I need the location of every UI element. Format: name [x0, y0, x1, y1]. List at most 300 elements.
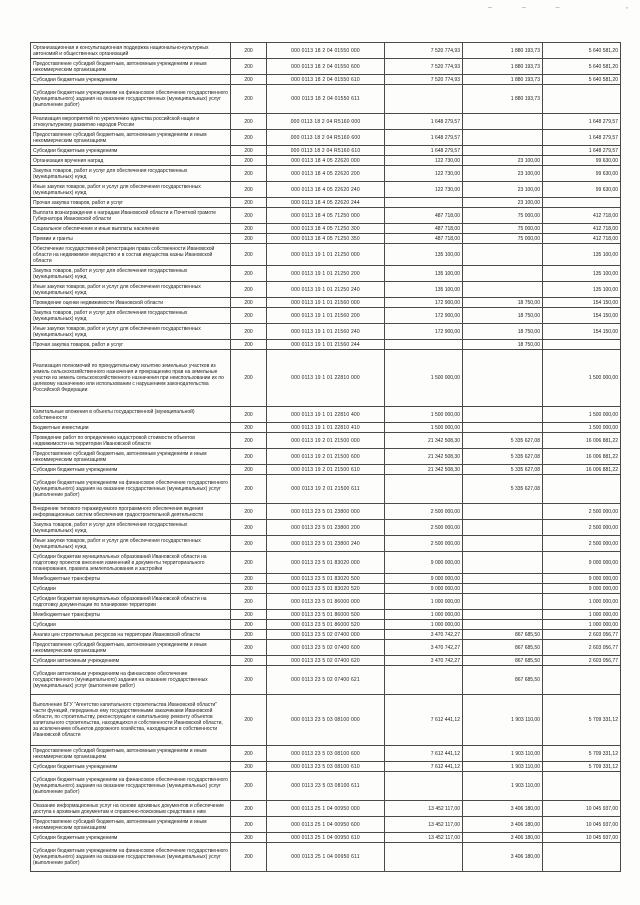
executed-amount-cell [463, 266, 543, 282]
table-row [31, 282, 621, 298]
approved-amount-cell: 1 648 279,57 [385, 146, 463, 156]
budget-classification-code-cell: 000 0113 25 1 04 00950 600 [267, 817, 385, 833]
approved-amount-cell: 7 520 774,93 [385, 43, 463, 59]
unexecuted-amount-cell: 16 006 881,22 [543, 449, 621, 465]
table-row [31, 433, 621, 449]
approved-amount-cell: 13 452 117,00 [385, 801, 463, 817]
budget-classification-code-cell: 000 0113 23 5 02 07400 621 [267, 666, 385, 695]
budget-classification-code-cell: 000 0113 19 1 01 21250 240 [267, 282, 385, 298]
unexecuted-amount-cell: 9 000 000,00 [543, 584, 621, 594]
executed-amount-cell: 1 880 193,73 [463, 59, 543, 75]
unexecuted-amount-cell: 10 045 937,00 [543, 817, 621, 833]
budget-classification-code-cell: 000 0113 23 5 02 07400 620 [267, 656, 385, 666]
measure-code-cell: 200 [231, 746, 267, 762]
unexecuted-amount-cell: 99 630,00 [543, 166, 621, 182]
approved-amount-cell: 9 000 000,00 [385, 584, 463, 594]
executed-amount-cell: 5 335 627,08 [463, 433, 543, 449]
table-row [31, 298, 621, 308]
budget-classification-code-cell: 000 0113 18 2 04 R5160 610 [267, 146, 385, 156]
executed-amount-cell: 1 903 110,00 [463, 695, 543, 746]
measure-code-cell: 200 [231, 433, 267, 449]
unexecuted-amount-cell: 2 603 056,77 [543, 630, 621, 640]
budget-classification-code-cell: 000 0113 18 2 04 R5160 000 [267, 114, 385, 130]
approved-amount-cell [385, 340, 463, 350]
table-row [31, 620, 621, 630]
measure-code-cell: 200 [231, 244, 267, 266]
executed-amount-cell: 75 000,00 [463, 208, 543, 224]
executed-amount-cell: 867 685,50 [463, 630, 543, 640]
expense-name-cell: Субсидии автономным учреждениям [31, 656, 231, 666]
expense-name-cell: Проведение оценки недвижимости Ивановской области [31, 298, 231, 308]
budget-classification-code-cell: 000 0113 18 2 04 R5160 600 [267, 130, 385, 146]
executed-amount-cell [463, 574, 543, 584]
approved-amount-cell [385, 198, 463, 208]
unexecuted-amount-cell: 2 603 056,77 [543, 640, 621, 656]
measure-code-cell: 200 [231, 520, 267, 536]
table-row [31, 475, 621, 504]
measure-code-cell: 200 [231, 536, 267, 552]
budget-classification-code-cell: 000 0113 19 1 01 21250 200 [267, 266, 385, 282]
table-row [31, 465, 621, 475]
approved-amount-cell: 1 648 279,57 [385, 130, 463, 146]
table-row [31, 817, 621, 833]
approved-amount-cell: 1 000 000,00 [385, 594, 463, 610]
table-row [31, 695, 621, 746]
executed-amount-cell: 867 685,50 [463, 666, 543, 695]
executed-amount-cell: 1 903 110,00 [463, 746, 543, 762]
measure-code-cell: 200 [231, 574, 267, 584]
table-row [31, 208, 621, 224]
expense-name-cell: Субсидии бюджетным учреждениям [31, 833, 231, 843]
approved-amount-cell: 7 612 441,12 [385, 746, 463, 762]
table-row [31, 504, 621, 520]
unexecuted-amount-cell: 135 100,00 [543, 244, 621, 266]
approved-amount-cell: 487 718,00 [385, 234, 463, 244]
unexecuted-amount-cell: 412 718,00 [543, 208, 621, 224]
approved-amount-cell: 172 900,00 [385, 308, 463, 324]
table-row [31, 156, 621, 166]
approved-amount-cell: 135 100,00 [385, 266, 463, 282]
expense-name-cell: Внедрение типового тиражируемого программного обеспечения ведения информационных систем обеспечения градостроительной деятельности [31, 504, 231, 520]
unexecuted-amount-cell: 135 100,00 [543, 266, 621, 282]
executed-amount-cell [463, 620, 543, 630]
budget-classification-code-cell: 000 0113 23 5 01 86000 000 [267, 594, 385, 610]
expense-name-cell: Межбюджетные трансферты [31, 574, 231, 584]
table-row [31, 198, 621, 208]
expense-name-cell: Проведение работ по определению кадастровой стоимости объектов недвижимости на территории Ивановской области [31, 433, 231, 449]
approved-amount-cell: 2 500 000,00 [385, 536, 463, 552]
executed-amount-cell [463, 407, 543, 423]
approved-amount-cell: 1 000 000,00 [385, 620, 463, 630]
approved-amount-cell: 172 900,00 [385, 298, 463, 308]
expense-name-cell: Организационная и консультационная поддержка национально-культурных автономий и общественных организаций [31, 43, 231, 59]
table-row [31, 594, 621, 610]
executed-amount-cell: 867 685,50 [463, 656, 543, 666]
measure-code-cell: 200 [231, 114, 267, 130]
budget-classification-code-cell: 000 0113 18 4 05 22620 200 [267, 166, 385, 182]
approved-amount-cell: 2 500 000,00 [385, 520, 463, 536]
expense-name-cell: Реализация полномочий по принудительному изъятию земельных участков из земель сельскохозяйственного назначения и прекращению прав на земельные участки из земель сельскохозяйственного назначения при неиспользовании их по целевому назначению или использовании с нарушением законодательства Российской Федерации [31, 350, 231, 407]
expense-name-cell: Закупка товаров, работ и услуг для обеспечения государственных (муниципальных) нужд [31, 266, 231, 282]
expense-name-cell: Предоставление субсидий бюджетным, автономным учреждениям и иным некоммерческим организациям [31, 449, 231, 465]
expense-name-cell: Субсидии [31, 620, 231, 630]
executed-amount-cell: 5 335 627,08 [463, 449, 543, 465]
table-row [31, 350, 621, 407]
budget-classification-code-cell: 000 0113 23 5 01 86000 520 [267, 620, 385, 630]
unexecuted-amount-cell: 9 000 000,00 [543, 574, 621, 584]
approved-amount-cell: 487 718,00 [385, 224, 463, 234]
unexecuted-amount-cell [543, 198, 621, 208]
measure-code-cell: 200 [231, 817, 267, 833]
measure-code-cell: 200 [231, 340, 267, 350]
expense-name-cell: Капитальные вложения в объекты государственной (муниципальной) собственности [31, 407, 231, 423]
budget-classification-code-cell: 000 0113 19 2 01 21500 611 [267, 475, 385, 504]
executed-amount-cell: 1 903 110,00 [463, 772, 543, 801]
measure-code-cell: 200 [231, 266, 267, 282]
unexecuted-amount-cell: 412 718,00 [543, 234, 621, 244]
unexecuted-amount-cell: 99 630,00 [543, 182, 621, 198]
unexecuted-amount-cell: 16 006 881,22 [543, 433, 621, 449]
budget-classification-code-cell: 000 0113 18 4 05 71250 000 [267, 208, 385, 224]
unexecuted-amount-cell: 2 603 056,77 [543, 656, 621, 666]
unexecuted-amount-cell: 1 500 000,00 [543, 407, 621, 423]
approved-amount-cell: 122 730,00 [385, 166, 463, 182]
measure-code-cell: 200 [231, 75, 267, 85]
approved-amount-cell: 9 000 000,00 [385, 552, 463, 574]
budget-classification-code-cell: 000 0113 18 4 05 22620 000 [267, 156, 385, 166]
table-row [31, 640, 621, 656]
budget-classification-code-cell: 000 0113 23 5 01 83020 000 [267, 552, 385, 574]
approved-amount-cell: 135 100,00 [385, 244, 463, 266]
budget-classification-code-cell: 000 0113 19 1 01 21560 200 [267, 308, 385, 324]
budget-classification-code-cell: 000 0113 25 1 04 00950 611 [267, 843, 385, 872]
approved-amount-cell: 3 470 742,27 [385, 656, 463, 666]
measure-code-cell: 200 [231, 130, 267, 146]
approved-amount-cell: 3 470 742,27 [385, 630, 463, 640]
executed-amount-cell: 3 406 180,00 [463, 817, 543, 833]
expense-name-cell: Субсидии бюджетам муниципальных образований Ивановской области на подготовку проектов внесения изменений в документы территориального планирования, правила землепользования и застройки [31, 552, 231, 574]
measure-code-cell: 200 [231, 801, 267, 817]
budget-classification-code-cell: 000 0113 23 5 01 83020 520 [267, 584, 385, 594]
approved-amount-cell: 9 000 000,00 [385, 574, 463, 584]
approved-amount-cell: 13 452 117,00 [385, 817, 463, 833]
expense-name-cell: Бюджетные инвестиции [31, 423, 231, 433]
budget-classification-code-cell: 000 0113 23 5 01 83020 500 [267, 574, 385, 584]
measure-code-cell: 200 [231, 630, 267, 640]
measure-code-cell: 200 [231, 59, 267, 75]
table-row [31, 666, 621, 695]
budget-classification-code-cell: 000 0113 23 5 01 86000 500 [267, 610, 385, 620]
expense-name-cell: Иные закупки товаров, работ и услуг для обеспечения государственных (муниципальных) нужд [31, 182, 231, 198]
executed-amount-cell: 5 335 627,08 [463, 475, 543, 504]
unexecuted-amount-cell: 16 006 881,22 [543, 465, 621, 475]
unexecuted-amount-cell: 1 648 279,57 [543, 130, 621, 146]
measure-code-cell: 200 [231, 666, 267, 695]
expense-name-cell: Закупка товаров, работ и услуг для обеспечения государственных (муниципальных) нужд [31, 166, 231, 182]
budget-table-body [31, 43, 621, 872]
measure-code-cell: 200 [231, 423, 267, 433]
executed-amount-cell [463, 520, 543, 536]
expense-name-cell: Субсидии бюджетным учреждениям на финансовое обеспечение государственного (муниципального) задания на оказание государственных (муниципальных) услуг (выполнение работ) [31, 772, 231, 801]
table-row [31, 762, 621, 772]
table-row [31, 146, 621, 156]
expense-name-cell: Предоставление субсидий бюджетным, автономным учреждениям и иным некоммерческим организациям [31, 59, 231, 75]
executed-amount-cell: 1 880 193,73 [463, 85, 543, 114]
measure-code-cell: 200 [231, 298, 267, 308]
executed-amount-cell: 75 000,00 [463, 234, 543, 244]
measure-code-cell: 200 [231, 552, 267, 574]
budget-classification-code-cell: 000 0113 19 1 01 21560 000 [267, 298, 385, 308]
table-row [31, 43, 621, 59]
unexecuted-amount-cell: 412 718,00 [543, 224, 621, 234]
unexecuted-amount-cell: 1 000 000,00 [543, 594, 621, 610]
approved-amount-cell: 21 342 508,30 [385, 465, 463, 475]
unexecuted-amount-cell: 154 150,00 [543, 308, 621, 324]
table-row [31, 407, 621, 423]
table-row [31, 166, 621, 182]
budget-classification-code-cell: 000 0113 19 2 01 21500 610 [267, 465, 385, 475]
budget-classification-code-cell: 000 0113 23 5 01 23800 240 [267, 536, 385, 552]
expense-name-cell: Иные закупки товаров, работ и услуг для обеспечения государственных (муниципальных) нужд [31, 536, 231, 552]
table-row [31, 843, 621, 872]
approved-amount-cell: 172 900,00 [385, 324, 463, 340]
unexecuted-amount-cell: 10 045 937,00 [543, 801, 621, 817]
measure-code-cell: 200 [231, 407, 267, 423]
measure-code-cell: 200 [231, 208, 267, 224]
table-row [31, 536, 621, 552]
unexecuted-amount-cell: 10 045 937,00 [543, 833, 621, 843]
executed-amount-cell [463, 423, 543, 433]
unexecuted-amount-cell: 2 500 000,00 [543, 520, 621, 536]
expense-name-cell: Субсидии бюджетам муниципальных образований Ивановской области на подготовку документации по планировке территории [31, 594, 231, 610]
budget-classification-code-cell: 000 0113 18 4 05 22620 244 [267, 198, 385, 208]
expense-name-cell: Субсидии бюджетным учреждениям [31, 762, 231, 772]
expense-name-cell: Субсидии бюджетным учреждениям на финансовое обеспечение государственного (муниципального) задания на оказание государственных (муниципальных) услуг (выполнение работ) [31, 85, 231, 114]
budget-classification-code-cell: 000 0113 19 2 01 21500 000 [267, 433, 385, 449]
measure-code-cell: 200 [231, 656, 267, 666]
executed-amount-cell: 18 750,00 [463, 324, 543, 340]
measure-code-cell: 200 [231, 449, 267, 465]
expense-name-cell: Межбюджетные трансферты [31, 610, 231, 620]
unexecuted-amount-cell [543, 85, 621, 114]
measure-code-cell: 200 [231, 282, 267, 298]
approved-amount-cell: 13 452 117,00 [385, 833, 463, 843]
table-row [31, 59, 621, 75]
executed-amount-cell [463, 610, 543, 620]
measure-code-cell: 200 [231, 234, 267, 244]
unexecuted-amount-cell: 1 000 000,00 [543, 620, 621, 630]
executed-amount-cell: 23 100,00 [463, 156, 543, 166]
expense-name-cell: Организация вручения наград [31, 156, 231, 166]
scan-artifact-dashes: – – – [488, 4, 574, 11]
executed-amount-cell [463, 536, 543, 552]
executed-amount-cell [463, 552, 543, 574]
measure-code-cell: 200 [231, 198, 267, 208]
budget-classification-code-cell: 000 0113 18 4 05 22620 240 [267, 182, 385, 198]
budget-classification-code-cell: 000 0113 19 1 01 21250 000 [267, 244, 385, 266]
expense-name-cell: Субсидии бюджетным учреждениям [31, 75, 231, 85]
measure-code-cell: 200 [231, 156, 267, 166]
table-row [31, 833, 621, 843]
executed-amount-cell: 867 685,50 [463, 640, 543, 656]
budget-classification-code-cell: 000 0113 19 1 01 21560 240 [267, 324, 385, 340]
executed-amount-cell: 18 750,00 [463, 298, 543, 308]
budget-classification-code-cell: 000 0113 23 5 02 07400 000 [267, 630, 385, 640]
table-row [31, 182, 621, 198]
table-row [31, 574, 621, 584]
expense-name-cell: Предоставление субсидий бюджетным, автономным учреждениям и иным некоммерческим организациям [31, 817, 231, 833]
expense-name-cell: Субсидии бюджетным учреждениям [31, 146, 231, 156]
executed-amount-cell: 1 903 110,00 [463, 762, 543, 772]
unexecuted-amount-cell: 5 640 581,20 [543, 43, 621, 59]
measure-code-cell: 200 [231, 695, 267, 746]
budget-classification-code-cell: 000 0113 19 2 01 21500 600 [267, 449, 385, 465]
executed-amount-cell: 1 880 193,73 [463, 75, 543, 85]
table-row [31, 130, 621, 146]
unexecuted-amount-cell: 154 150,00 [543, 324, 621, 340]
executed-amount-cell: 18 750,00 [463, 340, 543, 350]
expense-name-cell: Обеспечение государственной регистрации права собственности Ивановской области на недвижимое имущество и в состав имущества казны Ивановской области [31, 244, 231, 266]
table-row [31, 801, 621, 817]
expense-name-cell: Предоставление субсидий бюджетным, автономным учреждениям и иным некоммерческим организациям [31, 746, 231, 762]
expense-name-cell: Прочая закупка товаров, работ и услуг [31, 198, 231, 208]
unexecuted-amount-cell: 5 640 581,20 [543, 75, 621, 85]
approved-amount-cell [385, 85, 463, 114]
executed-amount-cell [463, 584, 543, 594]
expense-name-cell: Анализ цен строительных ресурсов на территории Ивановской области [31, 630, 231, 640]
expense-name-cell: Реализация мероприятий по укреплению единства российской нации и этнокультурному развитию народов России [31, 114, 231, 130]
unexecuted-amount-cell [543, 843, 621, 872]
budget-classification-code-cell: 000 0113 23 5 03 08100 611 [267, 772, 385, 801]
table-row [31, 584, 621, 594]
table-row [31, 224, 621, 234]
measure-code-cell: 200 [231, 465, 267, 475]
unexecuted-amount-cell: 135 100,00 [543, 282, 621, 298]
budget-classification-code-cell: 000 0113 18 2 04 01550 600 [267, 59, 385, 75]
unexecuted-amount-cell: 5 709 331,12 [543, 746, 621, 762]
expense-name-cell: Оказание информационных услуг на основе архивных документов и обеспечение доступа к архивным документам и справочно-поисковым средствам к ним [31, 801, 231, 817]
measure-code-cell: 200 [231, 610, 267, 620]
budget-classification-code-cell: 000 0113 19 1 01 22810 000 [267, 350, 385, 407]
table-row [31, 340, 621, 350]
approved-amount-cell: 1 000 000,00 [385, 610, 463, 620]
budget-classification-code-cell: 000 0113 18 4 05 71250 350 [267, 234, 385, 244]
unexecuted-amount-cell: 1 648 279,57 [543, 114, 621, 130]
table-row [31, 75, 621, 85]
table-row [31, 610, 621, 620]
approved-amount-cell: 1 500 000,00 [385, 423, 463, 433]
approved-amount-cell: 21 342 508,30 [385, 449, 463, 465]
measure-code-cell: 200 [231, 843, 267, 872]
budget-classification-code-cell: 000 0113 23 5 01 23800 200 [267, 520, 385, 536]
expense-name-cell: Премии и гранты [31, 234, 231, 244]
approved-amount-cell: 1 648 279,57 [385, 114, 463, 130]
measure-code-cell: 200 [231, 504, 267, 520]
measure-code-cell: 200 [231, 85, 267, 114]
executed-amount-cell: 3 406 180,00 [463, 833, 543, 843]
budget-classification-code-cell: 000 0113 19 1 01 22810 400 [267, 407, 385, 423]
measure-code-cell: 200 [231, 166, 267, 182]
approved-amount-cell: 7 520 774,93 [385, 75, 463, 85]
expense-name-cell: Субсидии бюджетным учреждениям [31, 465, 231, 475]
executed-amount-cell: 23 100,00 [463, 166, 543, 182]
unexecuted-amount-cell: 5 709 331,12 [543, 762, 621, 772]
budget-execution-table [30, 42, 621, 872]
measure-code-cell: 200 [231, 772, 267, 801]
executed-amount-cell: 3 406 180,00 [463, 843, 543, 872]
approved-amount-cell [385, 843, 463, 872]
unexecuted-amount-cell: 1 000 000,00 [543, 610, 621, 620]
unexecuted-amount-cell [543, 340, 621, 350]
approved-amount-cell: 1 500 000,00 [385, 350, 463, 407]
approved-amount-cell: 122 730,00 [385, 182, 463, 198]
measure-code-cell: 200 [231, 640, 267, 656]
executed-amount-cell [463, 594, 543, 610]
measure-code-cell: 200 [231, 475, 267, 504]
table-row [31, 423, 621, 433]
unexecuted-amount-cell: 99 630,00 [543, 156, 621, 166]
executed-amount-cell: 5 335 627,08 [463, 465, 543, 475]
unexecuted-amount-cell [543, 475, 621, 504]
expense-name-cell: Прочая закупка товаров, работ и услуг [31, 340, 231, 350]
approved-amount-cell: 7 520 774,93 [385, 59, 463, 75]
budget-classification-code-cell: 000 0113 23 5 02 07400 600 [267, 640, 385, 656]
measure-code-cell: 200 [231, 620, 267, 630]
budget-classification-code-cell: 000 0113 18 2 04 01550 611 [267, 85, 385, 114]
expense-name-cell: Предоставление субсидий бюджетным, автономным учреждениям и иным некоммерческим организациям [31, 640, 231, 656]
executed-amount-cell: 3 406 180,00 [463, 801, 543, 817]
unexecuted-amount-cell: 1 500 000,00 [543, 423, 621, 433]
expense-name-cell: Выплата вознаграждения к наградам Ивановской области и Почетной грамоте Губернатора Ивановской области [31, 208, 231, 224]
table-row [31, 520, 621, 536]
budget-classification-code-cell: 000 0113 23 5 03 08100 000 [267, 695, 385, 746]
unexecuted-amount-cell [543, 666, 621, 695]
budget-classification-code-cell: 000 0113 18 2 04 01550 000 [267, 43, 385, 59]
table-row [31, 266, 621, 282]
approved-amount-cell: 1 500 000,00 [385, 407, 463, 423]
measure-code-cell: 200 [231, 350, 267, 407]
budget-classification-code-cell: 000 0113 19 1 01 21560 244 [267, 340, 385, 350]
budget-classification-code-cell: 000 0113 23 5 03 08100 600 [267, 746, 385, 762]
approved-amount-cell: 3 470 742,27 [385, 640, 463, 656]
budget-classification-code-cell: 000 0113 18 2 04 01550 610 [267, 75, 385, 85]
scan-artifact-corner: ’ [626, 6, 628, 15]
table-row [31, 630, 621, 640]
unexecuted-amount-cell: 1 648 279,57 [543, 146, 621, 156]
expense-name-cell: Социальное обеспечение и иные выплаты населению [31, 224, 231, 234]
executed-amount-cell: 75 000,00 [463, 224, 543, 234]
measure-code-cell: 200 [231, 584, 267, 594]
measure-code-cell: 200 [231, 324, 267, 340]
budget-classification-code-cell: 000 0113 19 1 01 22810 410 [267, 423, 385, 433]
approved-amount-cell: 135 100,00 [385, 282, 463, 298]
budget-classification-code-cell: 000 0113 25 1 04 00950 000 [267, 801, 385, 817]
unexecuted-amount-cell: 154 150,00 [543, 298, 621, 308]
executed-amount-cell [463, 244, 543, 266]
budget-classification-code-cell: 000 0113 25 1 04 00950 610 [267, 833, 385, 843]
unexecuted-amount-cell: 5 640 581,20 [543, 59, 621, 75]
budget-report-sheet [30, 42, 620, 872]
approved-amount-cell: 487 718,00 [385, 208, 463, 224]
expense-name-cell: Предоставление субсидий бюджетным, автономным учреждениям и иным некоммерческим организациям [31, 130, 231, 146]
measure-code-cell: 200 [231, 833, 267, 843]
expense-name-cell: Субсидии бюджетным учреждениям на финансовое обеспечение государственного (муниципального) задания на оказание государственных (муниципальных) услуг (выполнение работ) [31, 475, 231, 504]
table-row [31, 114, 621, 130]
budget-classification-code-cell: 000 0113 23 5 03 08100 610 [267, 762, 385, 772]
expense-name-cell: Иные закупки товаров, работ и услуг для обеспечения государственных (муниципальных) нужд [31, 324, 231, 340]
table-row [31, 449, 621, 465]
executed-amount-cell [463, 114, 543, 130]
